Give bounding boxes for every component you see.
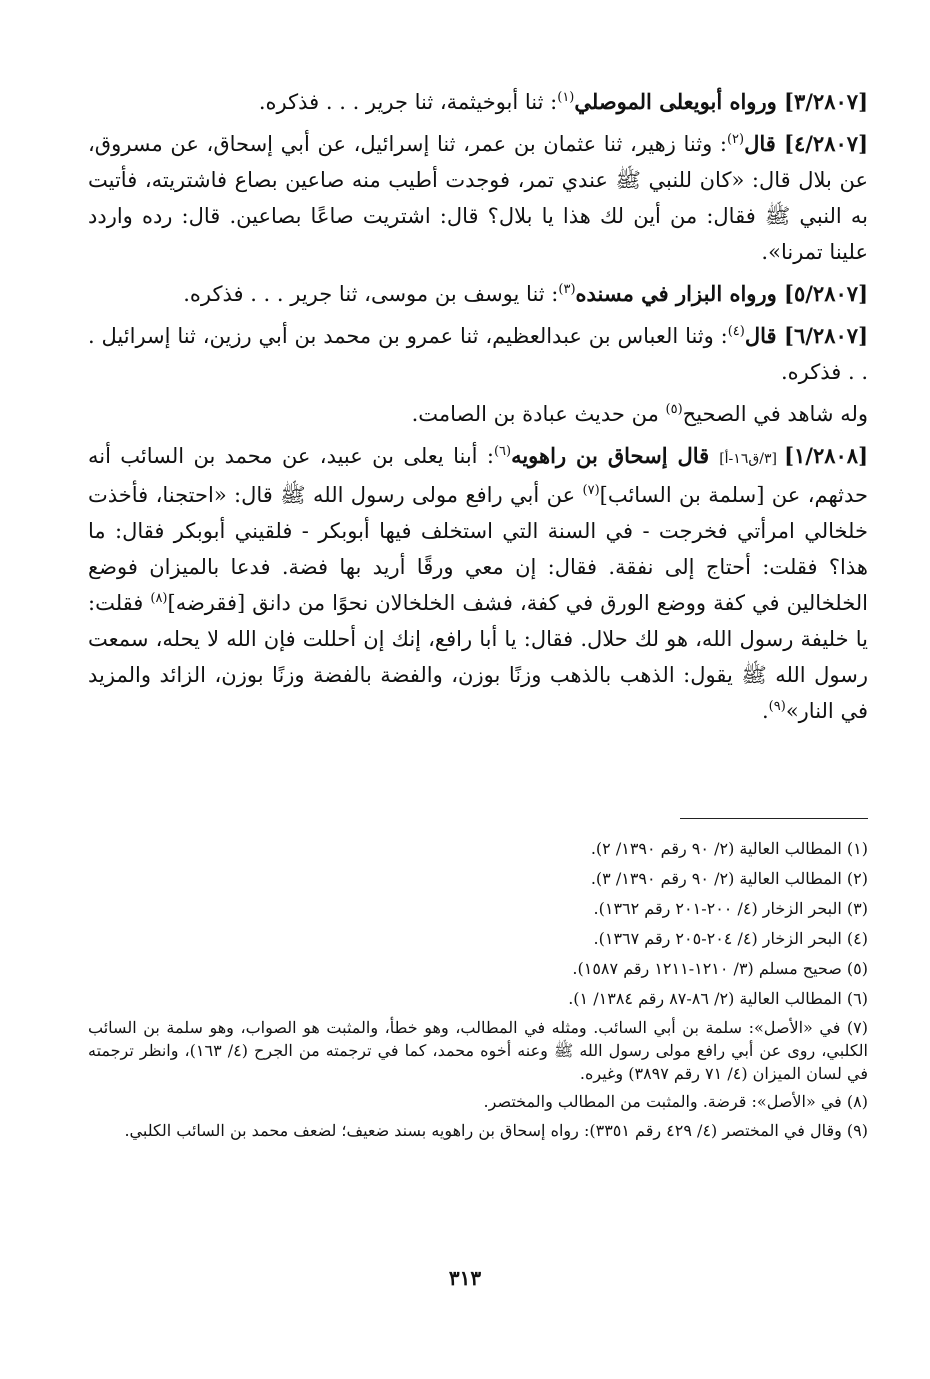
footnote-marker[interactable]: (٩) [768,699,786,714]
footnote: (٢) المطالب العالية (٢/ ٩٠ رقم ١٣٩٠/ ٣). [590,869,868,888]
paragraph-2807-4 [88,126,868,270]
footnote: (١) المطالب العالية (٢/ ٩٠ رقم ١٣٩٠/ ٢). [590,839,868,858]
footnote-marker[interactable]: (١) [557,90,575,105]
footnote-marker[interactable]: (٤) [727,324,745,339]
paragraph-2807-5 [88,276,868,312]
narrator-heading: ورواه البزار في مسنده [575,281,785,306]
main-text [88,80,868,735]
narrator-heading: قال [744,323,785,348]
footnote: (٤) البحر الزخار (٤/ ٢٠٤-٢٠٥ رقم ١٣٦٧). [593,929,868,948]
footnote: (٦) المطالب العالية (٢/ ٨٦-٨٧ رقم ١٣٨٤/ ١). [568,989,868,1008]
narrator-heading: قال إسحاق بن راهويه [511,443,720,468]
paragraph-text: : ثنا أبوخيثمة، ثنا جرير . . . فذكره. [258,90,558,114]
footnote-marker[interactable]: (٧) [582,483,600,498]
paragraph-text: من حديث عبادة بن الصامت. [411,402,666,426]
footnote-marker[interactable]: (٣) [558,282,576,297]
paragraph-text: . [761,699,769,723]
paragraph-text: عن أبي رافع مولى رسول الله ﷺ قال: «احتجنا، فأخذت خلخالي امرأتي فخرجت - في السنة التي استخلف فيها أبوبكر - فلقيني أبوبكر فقال: ما هذا؟ فقلت: أحتاج إلى نفقة. فقال: إن معي ورقًا أريد بها فضة. فدعا بالميزان فوضع الخلخالين في كفة ووضع الورق في كفة، فشف الخلخالان نحوًا من دانق [فقرضه] [88,483,868,615]
paragraph-text: : وثنا زهير، ثنا عثمان بن عمر، ثنا إسرائيل، عن أبي إسحاق، عن مسروق، عن بلال قال: «كان للنبي ﷺ عندي تمر، فوجدت أطيب منه صاعين بصاع فاشتريته، فأتيت به النبي ﷺ فقال: من أين لك هذا يا بلال؟ قال: اشتريت صاعًا بصاعين. قال: رده واردد علينا تمرنا». [88,132,868,264]
paragraph-text: : ثنا يوسف بن موسى، ثنا جرير . . . فذكره. [183,282,559,306]
footnote: (٣) البحر الزخار (٤/ ٢٠٠-٢٠١ رقم ١٣٦٢). [593,899,868,918]
paragraph-text: وله شاهد في الصحيح [682,402,868,426]
hadith-ref: [٦/٢٨٠٧] [784,323,868,348]
page-number: ٣١٣ [448,1266,482,1290]
hadith-ref: [٣/٢٨٠٧] [784,89,868,114]
manuscript-ref: [٣/ق١٦-أ] [719,451,785,467]
footnote-marker[interactable]: (٢) [726,132,745,147]
paragraph-2808-1 [88,438,868,729]
hadith-ref: [١/٢٨٠٨] [784,443,869,468]
hadith-ref: [٤/٢٨٠٧] [784,131,868,156]
paragraph-text: : أبنا يعلى بن عبيد، عن محمد بن السائب أنه حدثهم، عن [سلمة بن السائب] [88,444,868,507]
narrator-heading: ورواه أبويعلى الموصلي [574,89,785,114]
footnote-divider [680,818,868,819]
footnote: (٨) في «الأصل»: قرضة. والمثبت من المطالب والمختصر. [483,1092,868,1111]
paragraph-text: : وثنا العباس بن عبدالعظيم، ثنا عمرو بن محمد بن أبي رزين، ثنا إسرائيل . . . فذكره. [88,324,868,384]
footnote-marker[interactable]: (٦) [493,444,512,459]
footnote: (٥) صحيح مسلم (٣/ ١٢١٠-١٢١١ رقم ١٥٨٧). [572,959,868,978]
narrator-heading: قال [744,131,785,156]
paragraph-2807-6 [88,318,868,390]
hadith-ref: [٥/٢٨٠٧] [784,281,868,306]
footnote-marker[interactable]: (٥) [665,402,683,417]
paragraph-2807-3 [88,84,868,120]
paragraph-text: فقلت: يا خليفة رسول الله، هو لك حلال. فقال: يا أبا رافع، إنك إن أحللت فإن الله لا يحله، سمعت رسول الله ﷺ يقول: الذهب بالذهب وزنًا بوزن، والفضة بالفضة وزنًا بوزن، الزائد والمزيد في النار» [88,591,868,723]
footnote: (٩) وقال في المختصر (٤/ ٤٢٩ رقم ٣٣٥١): رواه إسحاق بن راهويه بسند ضعيف؛ لضعف محمد بن السائب الكلبي. [124,1121,868,1140]
footnote: (٧) في «الأصل»: سلمة بن أبي السائب. ومثله في المطالب، وهو خطأ، والمثبت هو الصواب، وهو سلمة بن السائب الكلبي، روى عن أبي رافع مولى رسول الله ﷺ وعنه أخوه محمد، كما في ترجمته من الجرح (٤/ ١٦٣)، وانظر ترجمته في لسان الميزان (٤/ ٧١ رقم ٣٨٩٧) وغيره. [88,1018,869,1083]
footnotes [88,836,868,1146]
footnote-marker[interactable]: (٨) [150,591,168,606]
paragraph-shahid [88,396,868,432]
